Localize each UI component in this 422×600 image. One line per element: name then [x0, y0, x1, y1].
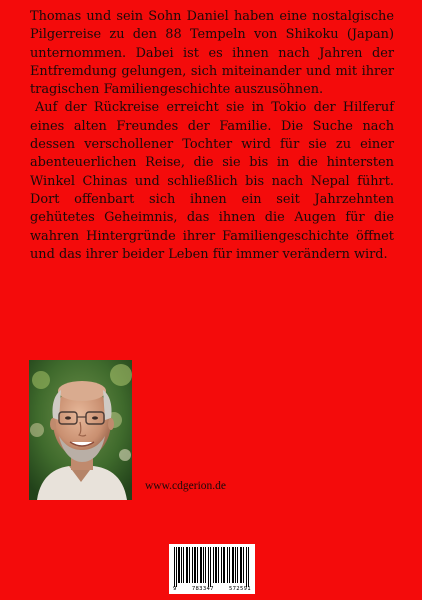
- blurb-paragraph-1: Thomas und sein Sohn Daniel haben eine nostalgische Pilgerreise zu den 88 Tempeln von Shikoku (Japan) unternommen. Dabei ist es ihnen nach Jahren der Entfremdung gelungen, sich miteinander und mit ihrer tragischen Familiengeschichte auszusöhnen.: [30, 9, 394, 98]
- barcode-digits-right: 572591: [228, 586, 251, 592]
- back-cover-blurb: [30, 8, 394, 264]
- blurb-paragraph-2: Auf der Rückreise erreicht sie in Tokio der Hilferuf eines alten Freundes der Familie. Die Suche nach dessen verschollener Tochter wird für sie zu einer abenteuerlichen Reise, die sie bis in die hintersten Winkel Chinas und schließlich bis nach Nepal führt. Dort offenbart sich ihnen ein seit Jahrzehnten gehütetes Geheimnis, das ihnen die Augen für die wahren Hintergründe ihrer Familiengeschichte öffnet und das ihrer beider Leben für immer verändern wird.: [30, 100, 394, 262]
- publisher-website: www.cdgerion.de: [145, 480, 227, 492]
- barcode-digits: [169, 586, 255, 592]
- barcode-digit-lead: 9: [173, 586, 177, 592]
- author-photo: [29, 360, 132, 500]
- barcode-digits-left: 783347: [191, 586, 214, 592]
- isbn-barcode: [169, 544, 255, 594]
